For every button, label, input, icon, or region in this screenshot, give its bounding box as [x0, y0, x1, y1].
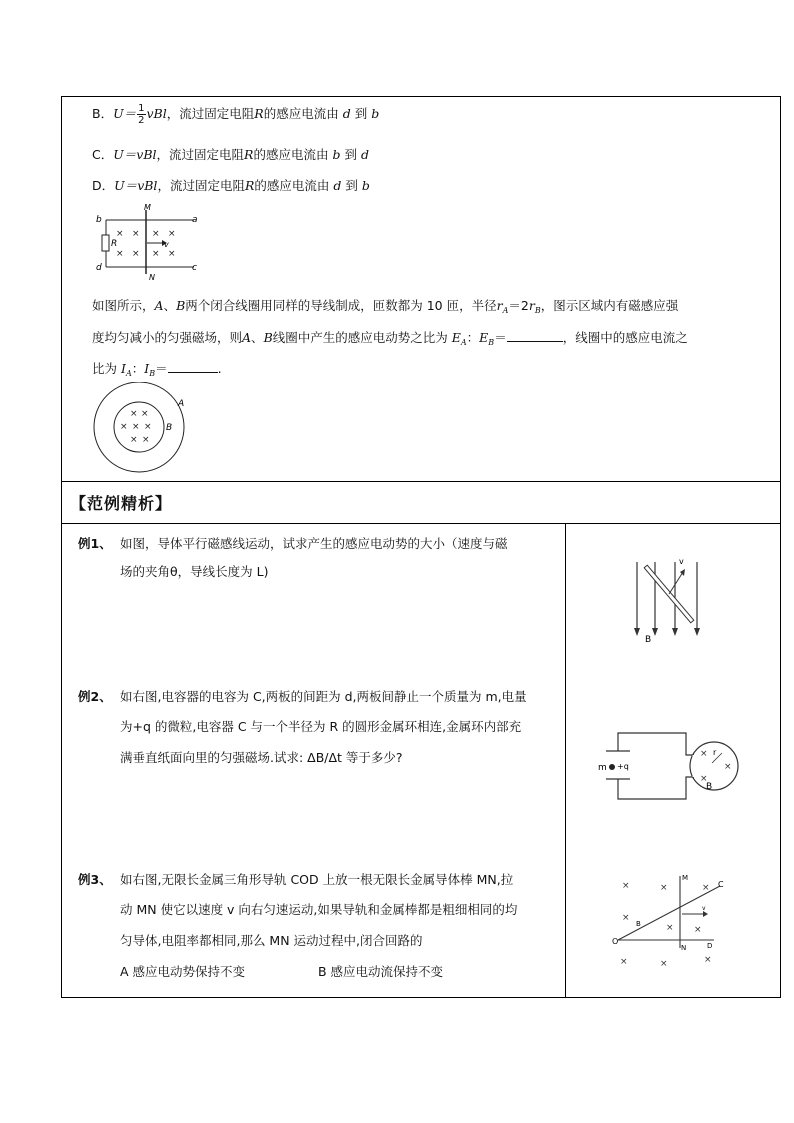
- fig3-cross: ×: [622, 881, 630, 891]
- example-1-line-1: 如图，导体平行磁感线运动，试求产生的感应电动势的大小（速度与磁: [120, 536, 508, 551]
- circle-cross: ×: [144, 422, 152, 432]
- fig2-cross: ×: [724, 762, 732, 772]
- fig3-cross: ×: [620, 957, 628, 967]
- fig3-triangle-rail: [608, 868, 738, 968]
- example-3-line-1: 如右图,无限长金属三角形导轨 COD 上放一根无限长金属导体棒 MN,拉: [120, 872, 514, 887]
- rail-cross: ×: [116, 229, 124, 239]
- fig1-conductor-field: [625, 550, 705, 644]
- option-c: C．U＝vBl，流过固定电阻R的感应电流由 b 到 d: [92, 147, 369, 162]
- answer-blank-current[interactable]: [168, 360, 218, 373]
- fig3-label-d: D: [707, 942, 713, 950]
- circle-cross: ×: [132, 422, 140, 432]
- example-2-line-1: 如右图,电容器的电容为 C,两板的间距为 d,两板间静止一个质量为 m,电量: [120, 689, 527, 704]
- fig3-cross: ×: [704, 955, 712, 965]
- fig3-label-c: C: [718, 880, 724, 889]
- rail-cross: ×: [132, 249, 140, 259]
- example-2-line-3: 满垂直纸面向里的匀强磁场.试求: ΔB/Δt 等于多少?: [120, 750, 403, 765]
- question-line-2: 度均匀减小的匀强磁场，则A、B线圈中产生的感应电动势之比为 $E_A$：$E_B=$ ，线圈中的感应电流之: [92, 330, 688, 347]
- circle-cross: ×: [142, 435, 150, 445]
- fig3-label-m: M: [682, 874, 689, 882]
- fig2-cross: ×: [700, 749, 708, 759]
- rail-label-n: N: [149, 273, 155, 280]
- rail-cross: ×: [116, 249, 124, 259]
- fig2-capacitor-ring: [596, 727, 742, 807]
- rail-cross: ×: [132, 229, 140, 239]
- fig3-cross: ×: [702, 883, 710, 893]
- fraction-half: $\frac{1}{2}$: [138, 103, 145, 126]
- rail-label-c: c: [192, 263, 197, 273]
- circle-cross: ×: [130, 409, 138, 419]
- fig2-cross: ×: [700, 774, 708, 784]
- rail-cross: ×: [168, 249, 176, 259]
- rail-cross: ×: [152, 229, 160, 239]
- column-divider: [565, 523, 566, 998]
- fig2-label-q: +q: [617, 762, 629, 771]
- fig3-cross: ×: [660, 883, 668, 893]
- fig1-label-v: v: [679, 557, 684, 566]
- example-2-label: 例2、: [78, 689, 112, 704]
- answer-blank-emf[interactable]: [507, 329, 563, 342]
- example-1-line-2: 场的夹角θ，导线长度为 L): [120, 564, 269, 579]
- fig1-label-b: B: [645, 635, 652, 644]
- fig2-label-b: B: [706, 782, 713, 792]
- rail-label-d: d: [96, 263, 102, 273]
- rail-label-v: v: [164, 240, 169, 249]
- option-b: B．U＝ $\frac{1}{2}$ vBl，流过固定电阻R的感应电流由 d 到 b: [92, 103, 380, 126]
- example-1-label: 例1、: [78, 536, 112, 551]
- rail-label-a: a: [192, 215, 198, 225]
- fig3-cross: ×: [666, 923, 674, 933]
- section-title: 【范例精析】: [70, 494, 173, 513]
- circle-label-a: A: [178, 399, 185, 409]
- fig3-label-b: B: [636, 920, 641, 928]
- rail-figure: [94, 200, 206, 280]
- example-3-label: 例3、: [78, 872, 112, 887]
- fig2-label-m: m: [598, 763, 607, 773]
- circle-cross: ×: [130, 435, 138, 445]
- example-3-option-a: A 感应电动势保持不变: [120, 964, 246, 979]
- fig3-cross: ×: [622, 913, 630, 923]
- example-3-line-2: 动 MN 使它以速度 v 向右匀速运动,如果导轨和金属棒都是粗细相同的均: [120, 902, 518, 917]
- circle-figure: [92, 382, 196, 476]
- fig3-cross: ×: [660, 959, 668, 968]
- question-line-1: 如图所示，A、B两个闭合线圈用同样的导线制成，匝数都为 10 匝，半径$r_A=2r_B$，图示区域内有磁感应强: [92, 298, 679, 315]
- fig3-label-n: N: [681, 944, 687, 952]
- fig3-label-o: O: [612, 937, 619, 946]
- circle-cross: ×: [141, 409, 149, 419]
- rail-label-b: b: [96, 215, 102, 225]
- question-line-3: 比为 $I_A$：$I_B=$ .: [92, 361, 222, 378]
- example-3-option-b: B 感应电动流保持不变: [318, 964, 444, 979]
- fig2-label-r: r: [713, 748, 717, 757]
- fig3-cross: ×: [694, 925, 702, 935]
- option-d: D．U＝vBl，流过固定电阻R的感应电流由 d 到 b: [92, 178, 370, 193]
- example-2-line-2: 为+q 的微粒,电容器 C 与一个半径为 R 的圆形金属环相连,金属环内部充: [120, 719, 522, 734]
- example-1: [78, 530, 112, 558]
- rail-cross: ×: [152, 249, 160, 259]
- example-3-line-3: 匀导体,电阻率都相同,那么 MN 运动过程中,闭合回路的: [120, 933, 423, 948]
- rail-label-r: R: [111, 239, 118, 249]
- rail-label-m: M: [144, 203, 151, 212]
- circle-label-b: B: [166, 423, 173, 433]
- circle-cross: ×: [120, 422, 128, 432]
- fig3-label-v: v: [702, 905, 706, 912]
- rail-cross: ×: [168, 229, 176, 239]
